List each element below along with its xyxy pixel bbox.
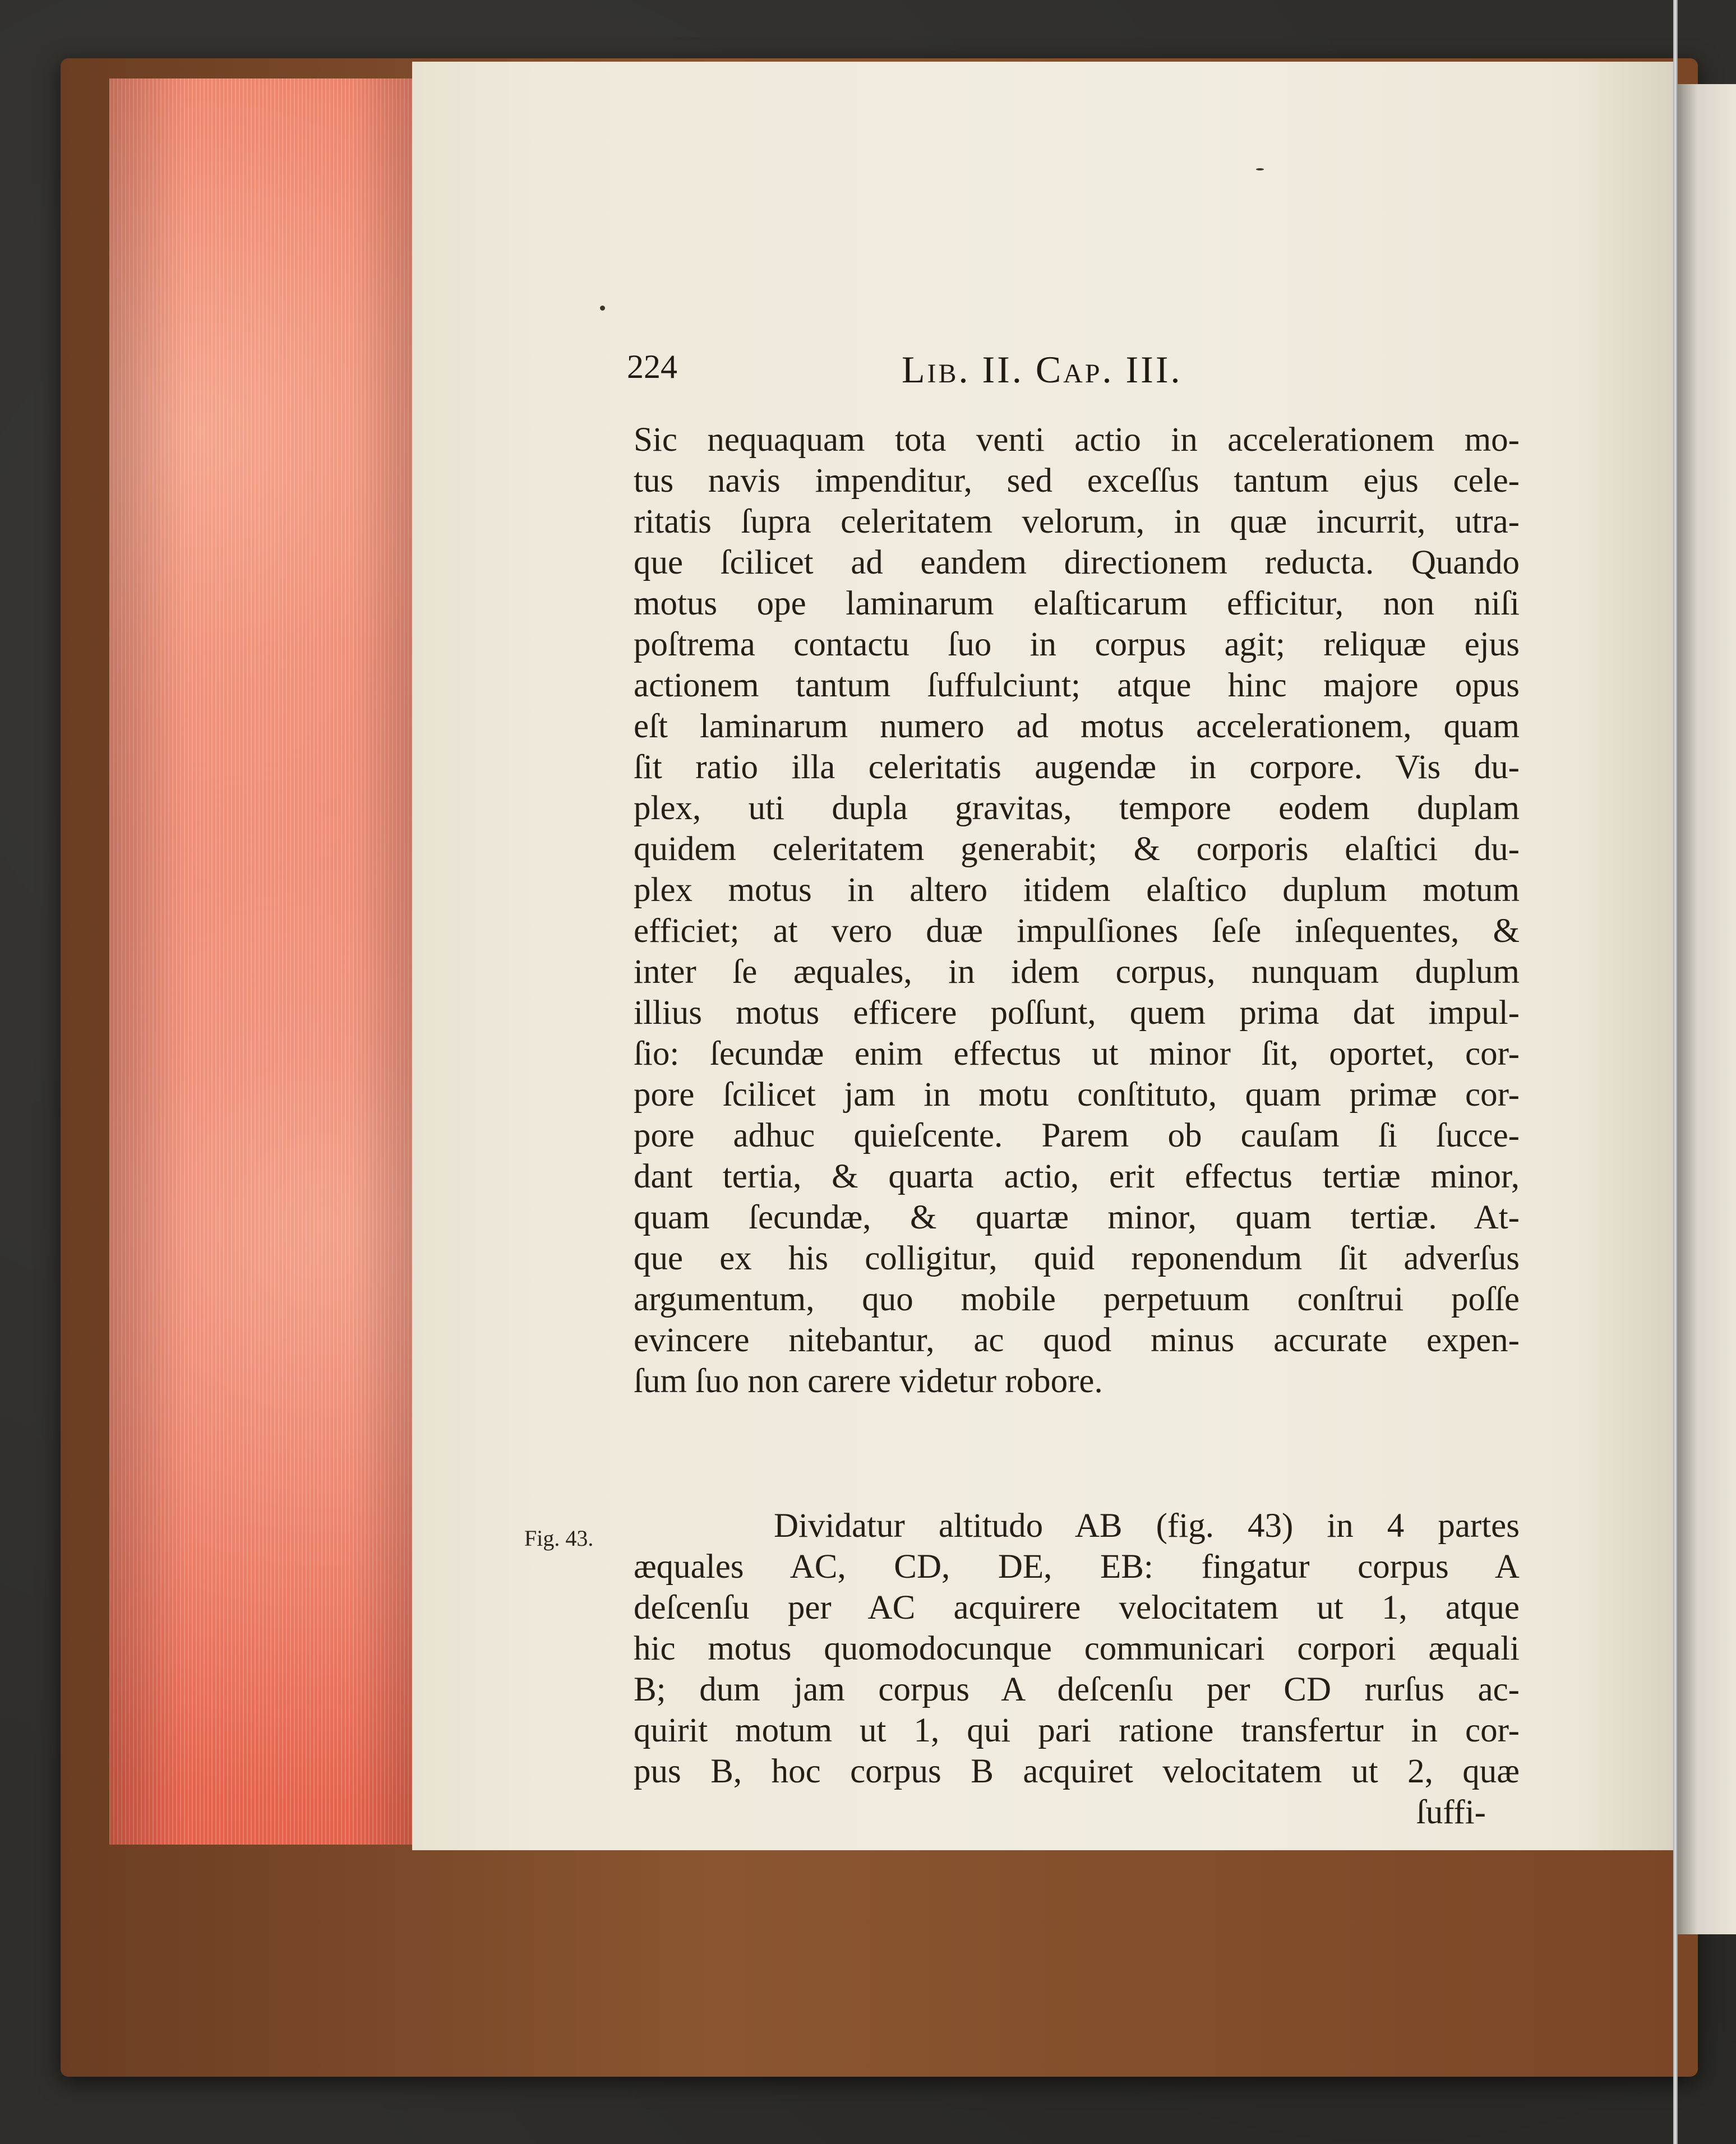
text-line: poſtrema contactu ſuo in corpus agit; reliquæ ejus (634, 626, 1520, 663)
text-line: eſt laminarum numero ad motus accelerationem, quam (634, 708, 1520, 745)
text-line: deſcenſu per AC acquirere velocitatem ut 1, atque (634, 1589, 1520, 1627)
facing-page (1677, 84, 1736, 1934)
text-line: ſit ratio illa celeritatis augendæ in corpore. Vis du- (634, 748, 1520, 786)
speck (1256, 168, 1264, 170)
catchword: ſuffi- (1416, 1794, 1486, 1831)
figure-margin-note: Fig. 43. (524, 1526, 594, 1551)
text-line: motus ope laminarum elaſticarum efficitur, non niſi (634, 585, 1520, 622)
text-line: ſum ſuo non carere videtur robore. (634, 1362, 1103, 1400)
paragraph-1 (634, 419, 1520, 1402)
speck (600, 306, 605, 311)
text-line: que ſcilicet ad eandem directionem reducta. Quando (634, 544, 1520, 581)
text-line: ſio: ſecundæ enim effectus ut minor ſit, oportet, cor- (634, 1035, 1520, 1073)
text-line: æquales AC, CD, DE, EB: fingatur corpus A (634, 1548, 1520, 1586)
text-line: efficiet; at vero duæ impulſiones ſeſe inſequentes, & (634, 912, 1520, 950)
text-line: evincere nitebantur, ac quod minus accurate expen- (634, 1321, 1520, 1359)
text-line: plex motus in altero itidem elaſtico duplum motum (634, 871, 1520, 909)
text-line: argumentum, quo mobile perpetuum conſtrui poſſe (634, 1281, 1520, 1318)
text-line: pore ſcilicet jam in motu conſtituto, quam primæ cor- (634, 1076, 1520, 1113)
text-line: inter ſe æquales, in idem corpus, nunquam duplum (634, 953, 1520, 991)
running-title: Lib. II. Cap. III. (902, 348, 1183, 391)
page-number: 224 (627, 348, 677, 385)
scan-divider (1673, 0, 1678, 2144)
text-line: pore adhuc quieſcente. Parem ob cauſam ſi ſucce- (634, 1117, 1520, 1154)
page-edges-shade (109, 78, 412, 1845)
text-line: B; dum jam corpus A deſcenſu per CD rurſus ac- (634, 1671, 1520, 1708)
text-line: plex, uti dupla gravitas, tempore eodem duplam (634, 789, 1520, 827)
text-line: actionem tantum ſuffulciunt; atque hinc majore opus (634, 667, 1520, 704)
page-header (627, 348, 1300, 398)
text-line: pus B, hoc corpus B acquiret velocitatem ut 2, quæ (634, 1753, 1520, 1790)
text-line: illius motus efficere poſſunt, quem prima dat impul- (634, 994, 1520, 1032)
text-line: quam ſecundæ, & quartæ minor, quam tertiæ. At- (634, 1199, 1520, 1236)
text-line: hic motus quomodocunque communicari corpori æquali (634, 1630, 1520, 1667)
text-line: Dividatur altitudo AB (fig. 43) in 4 partes (774, 1507, 1520, 1545)
paragraph-2 (634, 1505, 1520, 1833)
text-line: ritatis ſupra celeritatem velorum, in quæ incurrit, utra- (634, 503, 1520, 540)
text-line: quidem celeritatem generabit; & corporis elaſtici du- (634, 830, 1520, 868)
text-line: tus navis impenditur, sed exceſſus tantum ejus cele- (634, 462, 1520, 500)
text-line: quirit motum ut 1, qui pari ratione transfertur in cor- (634, 1712, 1520, 1749)
text-line: Sic nequaquam tota venti actio in accelerationem mo- (634, 421, 1520, 459)
text-line: dant tertia, & quarta actio, erit effectus tertiæ minor, (634, 1158, 1520, 1195)
text-line: que ex his colligitur, quid reponendum ſit adverſus (634, 1240, 1520, 1277)
